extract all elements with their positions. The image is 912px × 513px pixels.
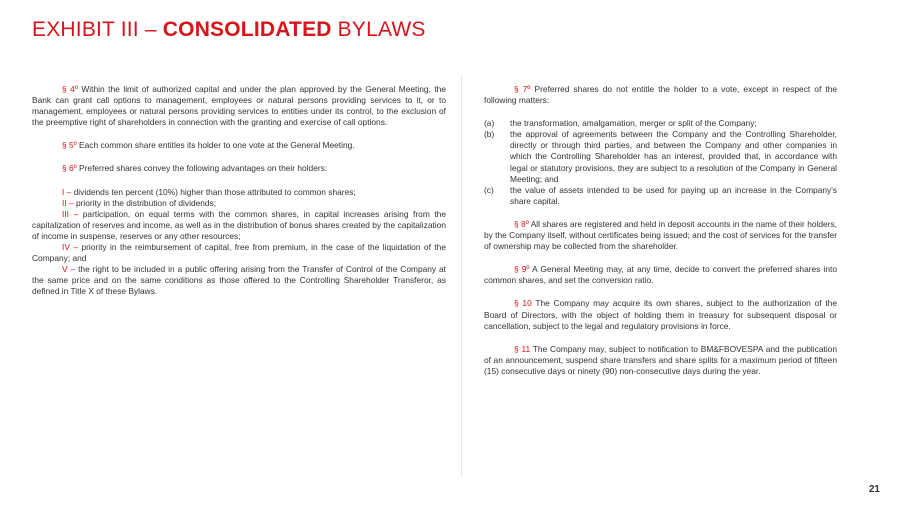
page-number: 21 [868,484,880,495]
section-label: § 4º [62,84,78,94]
list-item: V – the right to be included in a public offering arising from the Transfer of Control of the Company at the same price and on the same conditions as those offered to the Controlling Shareholder Transferor, as defined in Title X of these Bylaws. [32,264,447,297]
section-label: § 11 [514,343,531,354]
section-5: § 5º Each common share entitles its holder to one vote at the General Meeting. [32,140,446,151]
list-item: III – participation, on equal terms with the common shares, in capital increases arising from the capitalization of reserves and income, as well as in the distribution of bonus shares created by the capitalization of income in suspense, reserves or any other resources; [32,208,446,241]
section-label: § 7º [514,84,531,94]
section-10: § 10 The Company may acquire its own shares, subject to the authorization of the Board of Directors, with the object of holding them in treasury for subsequent disposal or cancellation, subject to the legal and regulatory provisions in force. [484,298,837,331]
section-label: § 9º [514,264,530,275]
section-4: § 4º Within the limit of authorized capital and under the plan approved by the General Meeting, the Bank can grant call options to management, employees or natural persons providing services to it, or to management, employees or natural persons providing services to entities under its control, to the exclusion of the preemptive right of shareholders in connection with the granting and exercise of call options. [32,84,447,128]
section-label: § 8º [514,218,529,229]
section-label: § 10 [514,298,532,309]
list-item: (a) the transformation, amalgamation, merger or split of the Company; [484,118,757,129]
section-7-list [484,118,837,207]
page-title: EXHIBIT III – CONSOLIDATED BYLAWS [32,18,426,41]
section-9: § 9º A General Meeting may, at any time, decide to convert the preferred shares into common shares, and set the conversion ratio. [484,264,837,286]
section-label: § 6º [62,163,77,174]
list-item: II – priority in the distribution of dividends; [62,197,217,208]
list-item: IV – priority in the reimbursement of capital, free from premium, in the case of the liquidation of the Company; and [32,242,446,264]
column-divider [461,76,462,476]
section-label: § 5º [62,140,77,151]
right-column [484,84,837,389]
section-8: § 8º All shares are registered and held in deposit accounts in the name of their holders, by the Company itself, without certificates being issued; and the cost of services for the transfer of ownership may be collected from the shareholder. [484,218,838,252]
list-item: I – dividends ten percent (10%) higher than those attributed to common shares; [62,186,356,197]
section-7: § 7º Preferred shares do not entitle the holder to a vote, except in respect of the following matters: [484,84,838,106]
list-item: (b) the approval of agreements between the Company and the Controlling Shareholder, directly or through third parties, and between the Company and other companies in which the Controlling Shareholder has an interest, provided that, in accordance with legal or statutory provisions, they are subject to a resolution of the Company in General Meeting; and [484,129,837,184]
section-11: § 11 The Company may, subject to notification to BM&FBOVESPA and the publication of an announcement, suspend share transfers and share splits for a maximum period of fifteen (15) consecutive days or ninety (90) non-consecutive days during the year. [484,343,837,376]
section-6: § 6º Preferred shares convey the following advantages on their holders: [32,163,446,174]
left-column [32,84,446,298]
list-item: (c) the value of assets intended to be used for paying up an increase in the Company's share capital. [484,184,837,206]
